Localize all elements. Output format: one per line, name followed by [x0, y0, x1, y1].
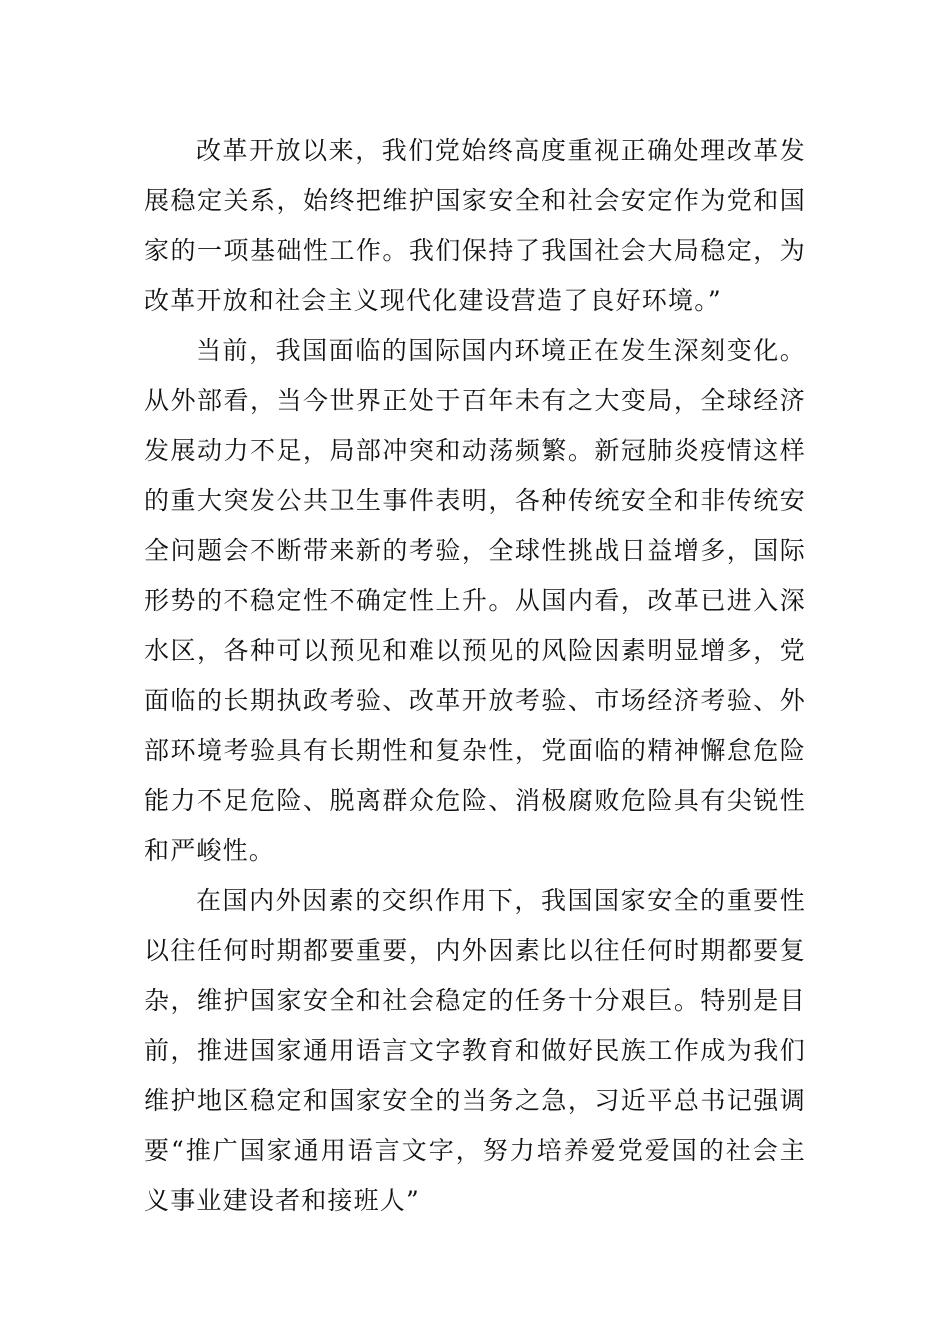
document-body [144, 126, 806, 1226]
paragraph-1: 改革开放以来，我们党始终高度重视正确处理改革发展稳定关系，始终把维护国家安全和社会安定作为党和国家的一项基础性工作。我们保持了我国社会大局稳定，为改革开放和社会主义现代化建设营造了良好环境。” [144, 136, 806, 315]
paragraph-3: 在国内外因素的交织作用下，我国国家安全的重要性以往任何时期都要重要，内外因素比以往任何时期都要复杂，维护国家安全和社会稳定的任务十分艰巨。特别是目前，推进国家通用语言文字教育和做好民族工作成为我们维护地区稳定和国家安全的当务之急，习近平总书记强调要“推广国家通用语言文字，努力培养爱党爱国的社会主义事业建设者和接班人” [144, 886, 806, 1215]
paragraph-2: 当前，我国面临的国际国内环境正在发生深刻变化。从外部看，当今世界正处于百年未有之大变局，全球经济发展动力不足，局部冲突和动荡频繁。新冠肺炎疫情这样的重大突发公共卫生事件表明，各种传统安全和非传统安全问题会不断带来新的考验，全球性挑战日益增多，国际形势的不稳定性不确定性上升。从国内看，改革已进入深水区，各种可以预见和难以预见的风险因素明显增多，党面临的长期执政考验、改革开放考验、市场经济考验、外部环境考验具有长期性和复杂性，党面临的精神懈怠危险能力不足危险、脱离群众危险、消极腐败危险具有尖锐性和严峻性。 [144, 336, 806, 865]
